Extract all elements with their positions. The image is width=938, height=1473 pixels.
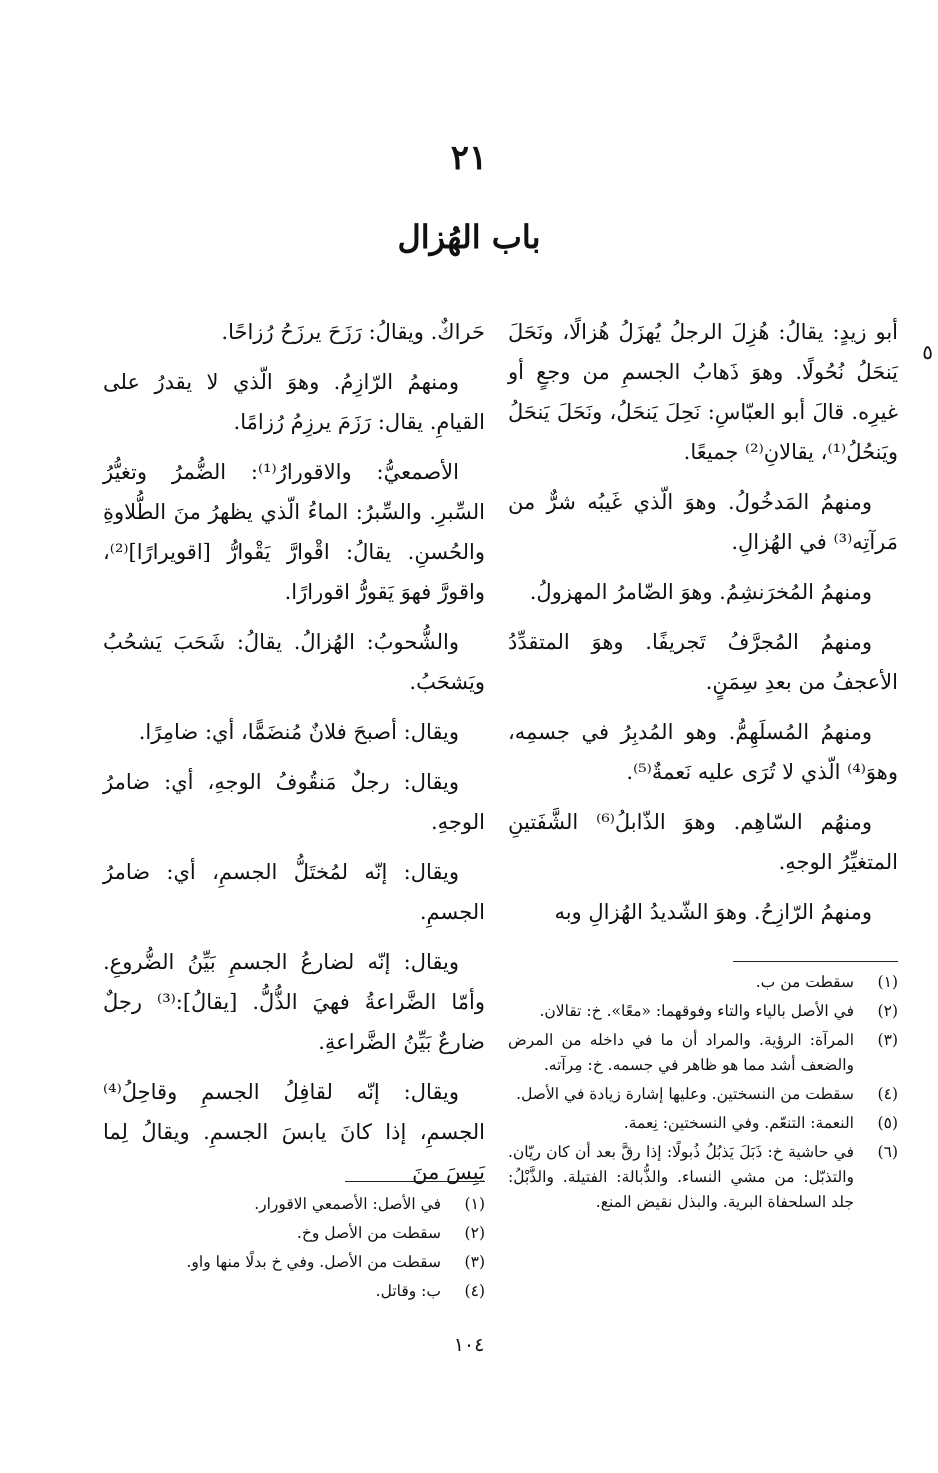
- paragraph: ويقال: إنّه لضارعُ الجسمِ بَيِّنُ الضُّروعِ. وأمّا الضَّراعةُ فهيَ الذُّلُّ. [يقالُ]:⁽³⁾ رجلٌ ضارعٌ بَيِّنُ الضَّراعةِ.: [103, 950, 486, 1054]
- footnote-divider: [733, 961, 898, 962]
- footnote: [508, 1028, 898, 1078]
- left-footnotes: [103, 1192, 485, 1308]
- right-column: [508, 312, 898, 942]
- footnote-number: (٤): [464, 1282, 485, 1300]
- footnote-text: سقطت من الأصل وخ.: [296, 1224, 441, 1242]
- footnote: [103, 1221, 485, 1246]
- footnote-text: سقطت من ب.: [755, 973, 854, 991]
- footnote: [508, 1140, 898, 1215]
- footnote-text: في الأصل بالياء والتاء وفوقهما: «معًا». خ: تقالان.: [539, 1002, 854, 1020]
- paragraph: ومنهُم السّاهِم. وهوَ الذّابلُ⁽⁶⁾ الشَّفَتينِ المتغيِّرُ الوجهِ.: [508, 810, 898, 874]
- footnote-text: في حاشية خ: ذَبَلَ يَذبُلُ ذُبولًا: إذا رقَّ بعد أن كان ريّان. والتذبّل: من مشي النساء. والذُّبالة: الفتيلة. والذَّبْلُ: جلد السلحفاة البرية. والبذل نقيض المنع.: [508, 1143, 854, 1211]
- footnote-number: (٢): [464, 1224, 485, 1242]
- paragraph: ويقال: إنّه لمُختَلُّ الجسمِ، أي: ضامرُ الجسمِ.: [103, 860, 485, 924]
- paragraph: حَراكٌ. ويقالُ: رَزَحَ يرزَحُ رُزاحًا.: [221, 320, 485, 344]
- right-footnotes: [508, 970, 898, 1219]
- footnote: [508, 970, 898, 995]
- paragraph: ويقال: رجلٌ مَنقُوفُ الوجهِ، أي: ضامرُ الوجهِ.: [103, 770, 485, 834]
- left-column: [103, 312, 485, 1202]
- footnote-text: في الأصل: الأصمعي الاقورار.: [254, 1195, 441, 1213]
- paragraph: الأصمعيُّ: والاقورارُ⁽¹⁾: الضُّمرُ وتغيُّرُ السِّبرِ. والسِّبرُ: الماءُ الّذي يظهرُ منَ الطُّلاوةِ والحُسنِ. يقالُ: اقْوارَّ يَقْوارُّ [اقويرارًا]⁽²⁾، واقورَّ فهوَ يَقورُّ اقورارًا.: [103, 460, 485, 604]
- page-number: ١٠٤: [453, 1334, 485, 1356]
- footnote-number: (٣): [464, 1253, 485, 1271]
- footnote-number: (٢): [877, 1002, 898, 1020]
- paragraph: أبو زيدٍ: يقالُ: هُزِلَ الرجلُ يُهزَلُ هُزالًا، ونَحَلَ يَنحَلُ نُحُولًا. وهوَ ذَهابُ الجسمِ من وجعٍ أو غيرِه. قالَ أبو العبّاسِ: نَحِلَ يَنحَلُ، ونَحَلَ يَنحَلُ ويَنحُلُ⁽¹⁾، يقالانِ⁽²⁾ جميعًا.: [508, 320, 898, 464]
- footnote-number: (٦): [877, 1143, 898, 1161]
- footnote-text: سقطت من الأصل. وفي خ بدلًا منها واو.: [186, 1253, 441, 1271]
- footnote: [103, 1250, 485, 1275]
- footnote: [103, 1279, 485, 1304]
- line-marker: ٥: [922, 340, 933, 364]
- footnote: [508, 1111, 898, 1136]
- footnote-number: (١): [877, 973, 898, 991]
- footnote-text: النعمة: التنعّم. وفي النسختين: نِعمة.: [623, 1114, 854, 1132]
- paragraph: ويقال: أصبحَ فلانٌ مُنضَمًّا، أي: ضامِرًا.: [138, 720, 459, 744]
- paragraph: ومنهمُ الرّازِحُ. وهوَ الشّديدُ الهُزالِ وبه: [554, 900, 872, 924]
- footnote-text: سقطت من النسختين. وعليها إشارة زيادة في الأصل.: [516, 1085, 854, 1103]
- footnote: [508, 999, 898, 1024]
- paragraph: ومنهمُ المَدخُولُ. وهوَ الّذي غَيبُه شرٌّ من مَرآتِه⁽³⁾ في الهُزالِ.: [508, 490, 898, 554]
- footnote-number: (٣): [877, 1031, 898, 1049]
- paragraph: ويقال: إنّه لقافِلُ الجسمِ وقاحِلُ⁽⁴⁾ الجسمِ، إذا كانَ يابسَ الجسمِ. ويقالُ لِما يَبِسَ منَ: [103, 1080, 485, 1184]
- footnote-text: ب: وقاتل.: [375, 1282, 441, 1300]
- paragraph: ومنهمُ المُخرَنشِمُ. وهوَ الضّامرُ المهزولُ.: [529, 580, 872, 604]
- paragraph: والشُّحوبُ: الهُزالُ. يقالُ: شَحَبَ يَشحُبُ ويَشحَبُ.: [103, 630, 485, 694]
- footnote-text: المرآة: الرؤية. والمراد أن ما في داخله من المرض والضعف أشد مما هو ظاهر في جسمه. خ: مِرآته.: [508, 1031, 854, 1074]
- footnote-number: (٥): [877, 1114, 898, 1132]
- paragraph: ومنهمُ المُجرَّفُ تَجريفًا. وهوَ المتقدِّدُ الأعجفُ من بعدِ سِمَنٍ.: [508, 630, 898, 694]
- chapter-title: باب الهُزال: [397, 218, 541, 256]
- paragraph: ومنهمُ المُسلَهِمُّ. وهو المُدبِرُ في جسمِه، وهوَ⁽⁴⁾ الّذي لا تُرَى عليه نَعمةٌ⁽⁵⁾.: [508, 720, 898, 784]
- footnote-number: (٤): [877, 1085, 898, 1103]
- paragraph: ومنهمُ الرّازِمُ. وهوَ الّذي لا يقدرُ على القيامِ. يقال: رَزَمَ يرزِمُ رُزامًا.: [103, 370, 485, 434]
- footnote: [103, 1192, 485, 1217]
- footnote-divider: [345, 1181, 485, 1182]
- chapter-number: ٢١: [450, 138, 488, 178]
- footnote-number: (١): [464, 1195, 485, 1213]
- footnote: [508, 1082, 898, 1107]
